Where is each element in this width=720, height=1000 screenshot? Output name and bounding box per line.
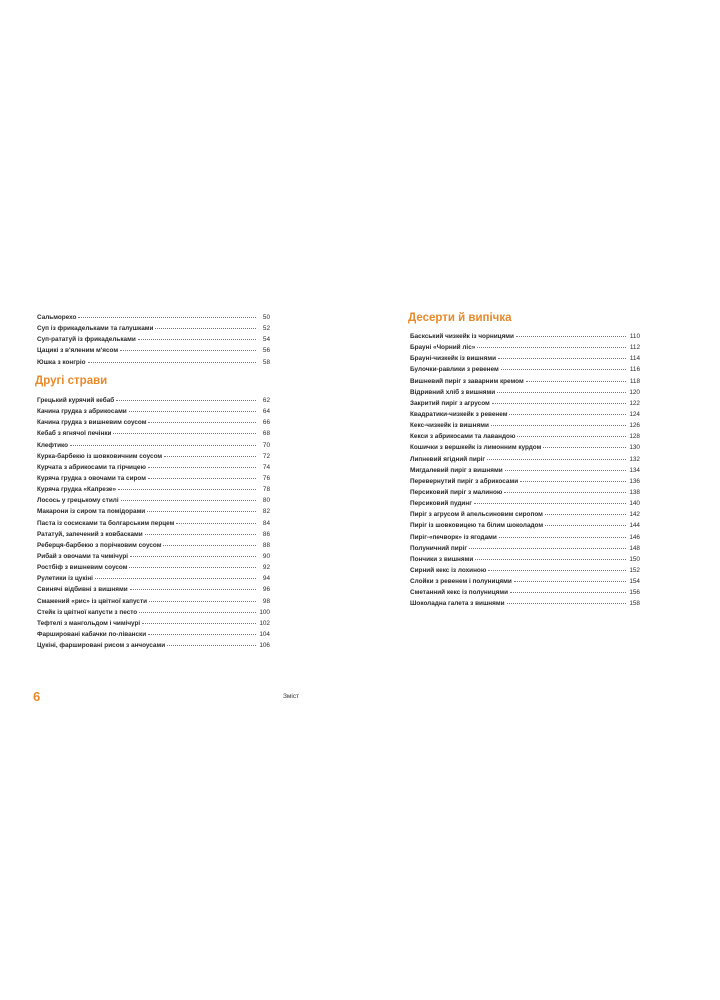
toc-entry-title: Смажений «рис» із цвітної капусти [37,597,148,605]
toc-entry-page: 130 [629,444,640,452]
toc-entry-page: 124 [629,410,640,418]
toc-entry-title: Суп-рататуй із фрикадельками [37,336,136,344]
dot-leader [497,392,626,393]
toc-entry-page: 102 [259,619,270,627]
dot-leader [78,317,256,318]
toc-entry-title: Рибай з овочами та чимічурі [37,552,128,560]
toc-entry-page: 66 [262,419,270,427]
toc-entry-title: Грецький курячий кебаб [37,397,115,404]
toc-entry-title: Кекс-чизкейк із вишнями [410,422,489,430]
toc-entry-title: Перевернутий пиріг з абрикосами [410,477,519,485]
toc-entry-title: Пиріг-«печворк» із ягодами [410,533,497,541]
dot-leader [70,445,256,446]
dot-leader [142,623,256,624]
dot-leader [545,525,626,526]
dot-leader [130,589,256,590]
toc-entry[interactable] [410,367,640,378]
dot-leader [510,592,626,593]
dot-leader [509,414,626,415]
toc-left-soups [37,315,270,371]
toc-entry-page: 68 [262,430,270,438]
toc-entry-page: 50 [262,314,270,321]
toc-entry-page: 104 [259,630,270,638]
toc-entry-page: 64 [262,408,270,416]
dot-leader [545,514,626,515]
toc-entry[interactable] [410,535,640,546]
toc-entry-page: 82 [262,508,270,516]
toc-entry-page: 94 [262,575,270,583]
toc-entry-title: Закритий пиріг з агрусом [410,399,490,407]
toc-entry-title: Відривний хліб з вишнями [410,388,496,396]
toc-entry-page: 122 [629,399,640,407]
toc-entry-title: Сирний кекс із лохиною [410,566,487,574]
dot-leader [155,328,256,329]
toc-entry-page: 118 [629,377,640,385]
dot-leader [491,425,626,426]
toc-entry[interactable] [37,599,270,610]
toc-entry-page: 70 [262,441,270,449]
toc-entry-page: 144 [629,522,640,530]
toc-entry-title: Слойки з ревенем і полуницями [410,578,512,586]
toc-entry-page: 138 [629,488,640,496]
toc-entry-page: 134 [629,466,640,474]
toc-entry-page: 136 [629,477,640,485]
toc-entry-title: Кебаб з ягнячої печінки [37,430,112,438]
toc-entry-title: Баскський чизкейк із чорницями [410,333,514,340]
toc-entry-page: 116 [629,366,640,374]
toc-entry-title: Тефтелі з мангольдом і чимічурі [37,619,141,627]
dot-leader [498,358,626,359]
dot-leader [487,459,626,460]
toc-entry-page: 158 [629,600,640,608]
toc-entry-page: 80 [262,497,270,505]
dot-leader [492,403,626,404]
dot-leader [475,559,626,560]
dot-leader [474,503,626,504]
dot-leader [116,400,256,401]
toc-entry-title: Куряча грудка «Капрезе» [37,486,117,494]
dot-leader [526,381,626,382]
toc-entry[interactable] [37,587,270,598]
toc-entry-title: Рулетики із цукіні [37,575,93,583]
toc-entry-title: Сальморехо [37,314,77,321]
dot-leader [167,645,256,646]
section-heading-desserts: Десерти й випічка [408,312,512,324]
toc-entry-page: 90 [262,552,270,560]
toc-entry-title: Суп із фрикадельками та галушками [37,325,154,333]
toc-entry-page: 106 [259,642,270,650]
dot-leader [88,362,256,363]
toc-entry-page: 96 [262,586,270,594]
toc-entry-title: Юшка з конгріо [37,358,86,366]
toc-entry-title: Куряча грудка з овочами та сиром [37,474,146,482]
dot-leader [139,612,256,613]
toc-entry-page: 148 [629,544,640,552]
dot-leader [176,523,256,524]
toc-entry[interactable] [37,643,270,654]
toc-entry-page: 88 [262,541,270,549]
toc-entry-page: 146 [629,533,640,541]
toc-entry-title: Качина грудка з вишневим соусом [37,419,147,427]
toc-entry-title: Липневий ягідний пиріг [410,455,486,463]
dot-leader [145,534,256,535]
toc-entry-page: 128 [629,433,640,441]
toc-entry-page: 126 [629,422,640,430]
toc-entry-title: Курка-барбекю із шовковичним соусом [37,452,163,460]
toc-entry-page: 74 [262,463,270,471]
toc-entry-title: Мигдалевий пиріг з вишнями [410,466,503,474]
toc-entry-title: Персиковий пудинг [410,500,472,508]
dot-leader [488,570,626,571]
dot-leader [121,500,256,501]
toc-entry-title: Паста із сосисками та болгарським перцем [37,519,175,527]
toc-entry-title: Курчата з абрикосами та гірчицею [37,463,146,471]
toc-entry-page: 92 [262,564,270,572]
toc-entry[interactable] [37,431,270,442]
toc-entry[interactable] [37,509,270,520]
running-footer-title: Зміст [283,693,300,700]
dot-leader [147,511,256,512]
toc-right-desserts [410,334,640,613]
toc-entry-title: Ростбіф з вишневим соусом [37,564,128,572]
toc-entry-page: 142 [629,511,640,519]
toc-entry-title: Брауні-чизкейк із вишнями [410,355,496,363]
toc-entry-title: Персиковий пиріг з малиною [410,488,503,496]
toc-entry-title: Брауні «Чорний ліс» [410,344,476,352]
toc-entry[interactable] [37,360,270,371]
toc-entry-page: 76 [262,474,270,482]
toc-entry-page: 84 [262,519,270,527]
toc-entry-title: Шоколадна галета з вишнями [410,600,505,608]
page-number: 6 [33,689,41,704]
dot-leader [120,350,256,351]
toc-entry-title: Стейк із цвітної капусти з песто [37,608,138,616]
dot-leader [469,548,626,549]
dot-leader [516,336,626,337]
toc-entry-title: Цукіні, фаршировані рисом з анчоусами [37,642,166,650]
dot-leader [149,601,256,602]
toc-left-main-courses [37,398,270,654]
dot-leader [505,470,626,471]
dot-leader [113,433,256,434]
toc-entry-page: 56 [262,347,270,355]
dot-leader [163,545,256,546]
dot-leader [129,567,256,568]
toc-entry-page: 72 [262,452,270,460]
dot-leader [95,578,256,579]
section-heading-main-courses: Другі страви [35,375,108,387]
dot-leader [138,339,256,340]
toc-entry-page: 62 [262,397,270,404]
dot-leader [517,436,626,437]
dot-leader [507,603,626,604]
toc-entry-page: 132 [629,455,640,463]
dot-leader [118,489,256,490]
toc-entry-title: Макарони із сиром та помідорами [37,508,146,516]
toc-entry-page: 112 [629,344,640,352]
toc-entry-page: 54 [262,336,270,344]
dot-leader [514,581,626,582]
dot-leader [148,478,256,479]
toc-entry-page: 140 [629,500,640,508]
toc-entry-page: 150 [629,555,640,563]
toc-entry[interactable] [410,601,640,612]
dot-leader [130,556,256,557]
toc-entry-title: Клефтико [37,441,69,449]
toc-entry-title: Булочки-равлики з ревенем [410,366,499,374]
toc-entry[interactable] [410,523,640,534]
toc-entry-title: Качина грудка з абрикосами [37,408,127,416]
toc-entry-title: Пиріг із шовковицею та білим шоколадом [410,522,544,530]
dot-leader [164,456,256,457]
toc-entry-page: 156 [629,589,640,597]
toc-entry-title: Свинячі відбивні з вишнями [37,586,128,594]
dot-leader [148,467,256,468]
dot-leader [148,634,256,635]
toc-entry-title: Реберця-барбекю з порічковим соусом [37,541,162,549]
toc-entry-title: Кошички з вершкейк із лимонним курдом [410,444,542,452]
dot-leader [520,481,626,482]
dot-leader [504,492,626,493]
dot-leader [148,422,256,423]
toc-entry[interactable] [410,445,640,456]
toc-entry-page: 120 [629,388,640,396]
toc-entry-page: 98 [262,597,270,605]
toc-entry-page: 152 [629,566,640,574]
toc-entry-page: 86 [262,530,270,538]
toc-entry-title: Фаршировані кабачки по-лівански [37,630,147,638]
toc-entry-page: 154 [629,578,640,586]
toc-entry-title: Квадратики-чизкейк з ревенем [410,410,508,418]
dot-leader [543,447,626,448]
dot-leader [129,411,256,412]
toc-entry-page: 110 [629,333,640,340]
dot-leader [477,347,626,348]
toc-entry-page: 52 [262,325,270,333]
toc-entry-title: Кекси з абрикосами та лавандою [410,433,516,441]
toc-entry-page: 58 [262,358,270,366]
toc-entry[interactable] [37,348,270,359]
toc-entry-title: Вишневий пиріг з заварним кремом [410,377,524,385]
toc-entry-title: Полуничний пиріг [410,544,467,552]
dot-leader [501,369,626,370]
toc-entry-title: Сметанний кекс із полуницями [410,589,509,597]
toc-entry-page: 78 [262,486,270,494]
toc-entry-page: 114 [629,355,640,363]
toc-entry-title: Цацикі з в'яленим м'ясом [37,347,119,355]
toc-entry-title: Лосось у грецькому стилі [37,497,119,505]
toc-entry-title: Пиріг з агрусом й апельсиновим сиропом [410,511,543,519]
toc-entry-title: Пончики з вишнями [410,555,474,563]
dot-leader [499,537,626,538]
toc-entry-title: Рататуй, запечений з ковбасками [37,530,143,538]
toc-entry-page: 100 [259,608,270,616]
